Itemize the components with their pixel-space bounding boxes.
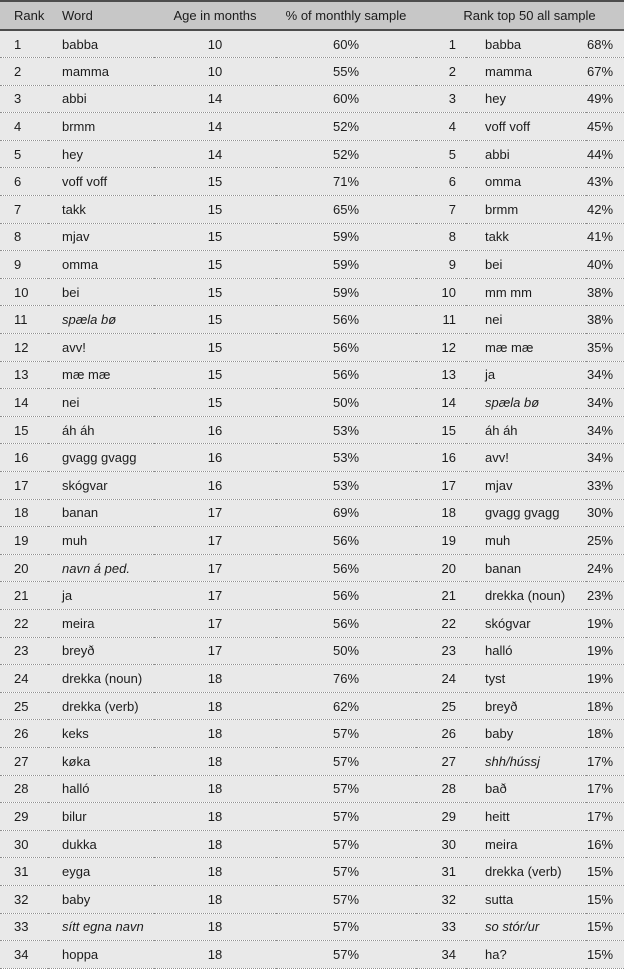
rank-cell: 19 [0, 527, 48, 555]
word-cell: bei [48, 278, 154, 306]
pct-top50-cell: 18% [586, 692, 624, 720]
header-age-in-months: Age in months [154, 1, 276, 30]
table-row [0, 554, 624, 582]
word-top50-cell: takk [466, 223, 586, 251]
age-cell: 15 [154, 223, 276, 251]
pct-top50-cell: 45% [586, 113, 624, 141]
rank-top50-cell: 29 [416, 803, 466, 831]
word-cell: brmm [48, 113, 154, 141]
age-cell: 15 [154, 306, 276, 334]
pct-monthly-cell: 60% [276, 85, 416, 113]
word-top50-cell: spæla bø [466, 389, 586, 417]
pct-monthly-cell: 57% [276, 830, 416, 858]
rank-cell: 17 [0, 472, 48, 500]
rank-top50-cell: 16 [416, 444, 466, 472]
word-cell: dukka [48, 830, 154, 858]
table-row [0, 747, 624, 775]
age-cell: 18 [154, 858, 276, 886]
age-cell: 14 [154, 140, 276, 168]
rank-top50-cell: 13 [416, 361, 466, 389]
word-top50-cell: heitt [466, 803, 586, 831]
rank-top50-cell: 25 [416, 692, 466, 720]
pct-monthly-cell: 59% [276, 251, 416, 279]
pct-top50-cell: 19% [586, 665, 624, 693]
word-cell: drekka (noun) [48, 665, 154, 693]
rank-top50-cell: 3 [416, 85, 466, 113]
rank-cell: 3 [0, 85, 48, 113]
word-cell: keks [48, 720, 154, 748]
pct-monthly-cell: 57% [276, 747, 416, 775]
pct-top50-cell: 67% [586, 58, 624, 86]
pct-monthly-cell: 57% [276, 775, 416, 803]
pct-top50-cell: 17% [586, 747, 624, 775]
word-cell: spæla bø [48, 306, 154, 334]
word-cell: halló [48, 775, 154, 803]
age-cell: 18 [154, 747, 276, 775]
rank-top50-cell: 6 [416, 168, 466, 196]
word-cell: bilur [48, 803, 154, 831]
rank-top50-cell: 33 [416, 913, 466, 941]
word-top50-cell: ha? [466, 941, 586, 969]
pct-top50-cell: 40% [586, 251, 624, 279]
word-cell: abbi [48, 85, 154, 113]
table-row [0, 334, 624, 362]
pct-top50-cell: 17% [586, 775, 624, 803]
pct-top50-cell: 19% [586, 609, 624, 637]
pct-top50-cell: 19% [586, 637, 624, 665]
word-cell: drekka (verb) [48, 692, 154, 720]
rank-cell: 27 [0, 747, 48, 775]
rank-top50-cell: 34 [416, 941, 466, 969]
pct-monthly-cell: 56% [276, 554, 416, 582]
word-cell: voff voff [48, 168, 154, 196]
rank-cell: 7 [0, 196, 48, 224]
word-cell: hoppa [48, 941, 154, 969]
word-top50-cell: brmm [466, 196, 586, 224]
age-cell: 15 [154, 196, 276, 224]
pct-monthly-cell: 56% [276, 334, 416, 362]
age-cell: 16 [154, 416, 276, 444]
word-top50-cell: drekka (noun) [466, 582, 586, 610]
table-row [0, 30, 624, 58]
rank-cell: 9 [0, 251, 48, 279]
word-top50-cell: shh/hússj [466, 747, 586, 775]
rank-cell: 5 [0, 140, 48, 168]
word-top50-cell: muh [466, 527, 586, 555]
pct-top50-cell: 15% [586, 885, 624, 913]
table-row [0, 444, 624, 472]
word-cell: avv! [48, 334, 154, 362]
word-top50-cell: baby [466, 720, 586, 748]
word-top50-cell: omma [466, 168, 586, 196]
pct-monthly-cell: 56% [276, 582, 416, 610]
word-cell: mamma [48, 58, 154, 86]
pct-top50-cell: 44% [586, 140, 624, 168]
word-top50-cell: babba [466, 30, 586, 58]
pct-monthly-cell: 52% [276, 140, 416, 168]
age-cell: 18 [154, 830, 276, 858]
pct-top50-cell: 16% [586, 830, 624, 858]
rank-cell: 2 [0, 58, 48, 86]
pct-monthly-cell: 53% [276, 472, 416, 500]
pct-monthly-cell: 53% [276, 416, 416, 444]
header-word: Word [48, 1, 154, 30]
pct-monthly-cell: 56% [276, 361, 416, 389]
word-cell: breyð [48, 637, 154, 665]
pct-monthly-cell: 57% [276, 720, 416, 748]
age-cell: 18 [154, 803, 276, 831]
rank-cell: 34 [0, 941, 48, 969]
table-row [0, 361, 624, 389]
table-row [0, 637, 624, 665]
word-top50-cell: áh áh [466, 416, 586, 444]
word-cell: navn á ped. [48, 554, 154, 582]
table-row [0, 278, 624, 306]
age-cell: 14 [154, 113, 276, 141]
rank-top50-cell: 21 [416, 582, 466, 610]
pct-monthly-cell: 57% [276, 913, 416, 941]
pct-monthly-cell: 57% [276, 803, 416, 831]
word-top50-cell: mæ mæ [466, 334, 586, 362]
age-cell: 18 [154, 720, 276, 748]
pct-top50-cell: 30% [586, 499, 624, 527]
age-cell: 10 [154, 30, 276, 58]
word-top50-cell: nei [466, 306, 586, 334]
table-row [0, 472, 624, 500]
pct-top50-cell: 34% [586, 389, 624, 417]
word-cell: áh áh [48, 416, 154, 444]
word-cell: skógvar [48, 472, 154, 500]
header-row [0, 1, 624, 30]
age-cell: 17 [154, 554, 276, 582]
word-cell: sítt egna navn [48, 913, 154, 941]
word-top50-cell: halló [466, 637, 586, 665]
rank-top50-cell: 24 [416, 665, 466, 693]
rank-top50-cell: 10 [416, 278, 466, 306]
rank-top50-cell: 27 [416, 747, 466, 775]
word-top50-cell: voff voff [466, 113, 586, 141]
pct-top50-cell: 15% [586, 913, 624, 941]
pct-top50-cell: 23% [586, 582, 624, 610]
pct-monthly-cell: 59% [276, 278, 416, 306]
rank-cell: 24 [0, 665, 48, 693]
rank-cell: 32 [0, 885, 48, 913]
rank-top50-cell: 8 [416, 223, 466, 251]
rank-top50-cell: 30 [416, 830, 466, 858]
age-cell: 18 [154, 692, 276, 720]
table-row [0, 416, 624, 444]
rank-cell: 1 [0, 30, 48, 58]
age-cell: 15 [154, 334, 276, 362]
age-cell: 16 [154, 472, 276, 500]
table-row [0, 306, 624, 334]
age-cell: 18 [154, 665, 276, 693]
rank-cell: 31 [0, 858, 48, 886]
word-top50-cell: banan [466, 554, 586, 582]
word-top50-cell: avv! [466, 444, 586, 472]
rank-top50-cell: 32 [416, 885, 466, 913]
header-rank: Rank [0, 1, 48, 30]
pct-monthly-cell: 60% [276, 30, 416, 58]
rank-top50-cell: 11 [416, 306, 466, 334]
age-cell: 15 [154, 168, 276, 196]
rank-cell: 4 [0, 113, 48, 141]
pct-top50-cell: 25% [586, 527, 624, 555]
rank-top50-cell: 1 [416, 30, 466, 58]
rank-top50-cell: 31 [416, 858, 466, 886]
age-cell: 17 [154, 499, 276, 527]
age-cell: 17 [154, 527, 276, 555]
table-row [0, 58, 624, 86]
rank-top50-cell: 17 [416, 472, 466, 500]
age-cell: 15 [154, 278, 276, 306]
header-rank-top50-all-sample: Rank top 50 all sample [416, 1, 624, 30]
rank-cell: 30 [0, 830, 48, 858]
pct-top50-cell: 38% [586, 278, 624, 306]
pct-monthly-cell: 65% [276, 196, 416, 224]
table-row [0, 582, 624, 610]
pct-top50-cell: 34% [586, 361, 624, 389]
rank-top50-cell: 12 [416, 334, 466, 362]
pct-monthly-cell: 56% [276, 306, 416, 334]
rank-cell: 22 [0, 609, 48, 637]
rank-top50-cell: 28 [416, 775, 466, 803]
rank-cell: 26 [0, 720, 48, 748]
pct-monthly-cell: 57% [276, 885, 416, 913]
rank-top50-cell: 18 [416, 499, 466, 527]
word-top50-cell: meira [466, 830, 586, 858]
table-row [0, 609, 624, 637]
table-body [0, 30, 624, 968]
pct-monthly-cell: 71% [276, 168, 416, 196]
pct-top50-cell: 18% [586, 720, 624, 748]
age-cell: 17 [154, 582, 276, 610]
rank-top50-cell: 26 [416, 720, 466, 748]
age-cell: 17 [154, 609, 276, 637]
table-row [0, 527, 624, 555]
pct-top50-cell: 35% [586, 334, 624, 362]
rank-cell: 29 [0, 803, 48, 831]
pct-monthly-cell: 50% [276, 389, 416, 417]
table-row [0, 885, 624, 913]
word-cell: baby [48, 885, 154, 913]
table-row [0, 858, 624, 886]
rank-cell: 8 [0, 223, 48, 251]
rank-cell: 11 [0, 306, 48, 334]
rank-cell: 10 [0, 278, 48, 306]
age-cell: 15 [154, 389, 276, 417]
word-top50-cell: mamma [466, 58, 586, 86]
word-cell: eyga [48, 858, 154, 886]
pct-top50-cell: 17% [586, 803, 624, 831]
table-row [0, 223, 624, 251]
table-row [0, 941, 624, 969]
rank-cell: 23 [0, 637, 48, 665]
pct-monthly-cell: 50% [276, 637, 416, 665]
word-cell: meira [48, 609, 154, 637]
pct-monthly-cell: 53% [276, 444, 416, 472]
word-cell: takk [48, 196, 154, 224]
age-cell: 15 [154, 251, 276, 279]
word-top50-cell: gvagg gvagg [466, 499, 586, 527]
age-cell: 18 [154, 941, 276, 969]
table-row [0, 692, 624, 720]
pct-top50-cell: 41% [586, 223, 624, 251]
rank-cell: 18 [0, 499, 48, 527]
age-cell: 15 [154, 361, 276, 389]
rank-cell: 20 [0, 554, 48, 582]
table-row [0, 251, 624, 279]
age-cell: 10 [154, 58, 276, 86]
rank-cell: 6 [0, 168, 48, 196]
table-row [0, 803, 624, 831]
rank-cell: 12 [0, 334, 48, 362]
pct-top50-cell: 15% [586, 858, 624, 886]
word-top50-cell: drekka (verb) [466, 858, 586, 886]
table-row [0, 389, 624, 417]
word-cell: gvagg gvagg [48, 444, 154, 472]
word-top50-cell: breyð [466, 692, 586, 720]
rank-top50-cell: 7 [416, 196, 466, 224]
pct-monthly-cell: 57% [276, 858, 416, 886]
age-cell: 18 [154, 885, 276, 913]
word-top50-cell: mm mm [466, 278, 586, 306]
rank-top50-cell: 2 [416, 58, 466, 86]
rank-top50-cell: 15 [416, 416, 466, 444]
pct-monthly-cell: 62% [276, 692, 416, 720]
rank-cell: 21 [0, 582, 48, 610]
rank-top50-cell: 4 [416, 113, 466, 141]
word-top50-cell: tyst [466, 665, 586, 693]
age-cell: 18 [154, 913, 276, 941]
table-row [0, 168, 624, 196]
table-row [0, 196, 624, 224]
rank-cell: 33 [0, 913, 48, 941]
pct-monthly-cell: 56% [276, 527, 416, 555]
word-cell: ja [48, 582, 154, 610]
pct-monthly-cell: 76% [276, 665, 416, 693]
word-top50-cell: so stór/ur [466, 913, 586, 941]
pct-top50-cell: 15% [586, 941, 624, 969]
rank-top50-cell: 14 [416, 389, 466, 417]
rank-top50-cell: 20 [416, 554, 466, 582]
table-row [0, 85, 624, 113]
pct-monthly-cell: 57% [276, 941, 416, 969]
word-top50-cell: mjav [466, 472, 586, 500]
age-cell: 17 [154, 637, 276, 665]
age-cell: 18 [154, 775, 276, 803]
word-top50-cell: hey [466, 85, 586, 113]
word-cell: mæ mæ [48, 361, 154, 389]
word-top50-cell: skógvar [466, 609, 586, 637]
table-row [0, 113, 624, 141]
pct-top50-cell: 42% [586, 196, 624, 224]
word-top50-cell: bei [466, 251, 586, 279]
pct-monthly-cell: 52% [276, 113, 416, 141]
pct-top50-cell: 68% [586, 30, 624, 58]
table-row [0, 913, 624, 941]
rank-top50-cell: 9 [416, 251, 466, 279]
word-cell: banan [48, 499, 154, 527]
rank-cell: 14 [0, 389, 48, 417]
table-row [0, 499, 624, 527]
table-row [0, 720, 624, 748]
word-top50-cell: ja [466, 361, 586, 389]
rank-top50-cell: 19 [416, 527, 466, 555]
pct-top50-cell: 49% [586, 85, 624, 113]
word-cell: babba [48, 30, 154, 58]
pct-top50-cell: 34% [586, 444, 624, 472]
pct-top50-cell: 24% [586, 554, 624, 582]
age-cell: 14 [154, 85, 276, 113]
rank-top50-cell: 5 [416, 140, 466, 168]
pct-top50-cell: 33% [586, 472, 624, 500]
rank-top50-cell: 22 [416, 609, 466, 637]
rank-cell: 13 [0, 361, 48, 389]
word-cell: nei [48, 389, 154, 417]
table-row [0, 665, 624, 693]
word-cell: køka [48, 747, 154, 775]
word-top50-cell: bað [466, 775, 586, 803]
pct-monthly-cell: 59% [276, 223, 416, 251]
rank-top50-cell: 23 [416, 637, 466, 665]
pct-monthly-cell: 56% [276, 609, 416, 637]
pct-monthly-cell: 55% [276, 58, 416, 86]
pct-top50-cell: 38% [586, 306, 624, 334]
pct-top50-cell: 43% [586, 168, 624, 196]
header-pct-monthly-sample: % of monthly sample [276, 1, 416, 30]
rank-cell: 25 [0, 692, 48, 720]
rank-cell: 15 [0, 416, 48, 444]
pct-top50-cell: 34% [586, 416, 624, 444]
word-cell: mjav [48, 223, 154, 251]
word-cell: omma [48, 251, 154, 279]
table-row [0, 140, 624, 168]
age-cell: 16 [154, 444, 276, 472]
rank-cell: 28 [0, 775, 48, 803]
rank-cell: 16 [0, 444, 48, 472]
word-top50-cell: abbi [466, 140, 586, 168]
word-cell: muh [48, 527, 154, 555]
word-cell: hey [48, 140, 154, 168]
table-row [0, 830, 624, 858]
table-row [0, 775, 624, 803]
pct-monthly-cell: 69% [276, 499, 416, 527]
word-top50-cell: sutta [466, 885, 586, 913]
